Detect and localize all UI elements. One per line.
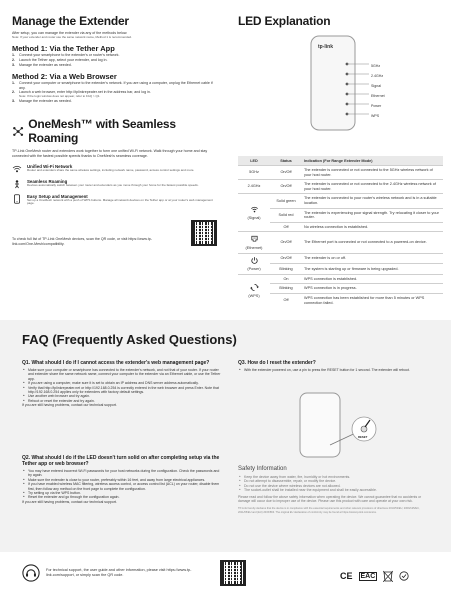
method1-step: 3. Manage the extender as needed.	[12, 62, 72, 67]
table-row: (Ethernet) On/Off The Ethernet port is connected or not connected to a powered-on device.	[238, 232, 443, 253]
ethernet-icon	[250, 234, 259, 243]
manage-extender-section	[12, 14, 217, 246]
support-qr-code[interactable]	[220, 560, 246, 586]
led-label: Ethernet	[371, 93, 385, 98]
list-item: ● Reboot or reset the extender and try again.	[22, 399, 222, 403]
table-row: Off No wireless connection is established.	[238, 222, 443, 232]
management-icon	[12, 194, 22, 204]
led-title: LED Explanation	[238, 14, 331, 28]
list-item: ● The socket-outlet shall be installed near the equipment and shall be easily accessible.	[238, 488, 433, 492]
method2-step: 3. Manage the extender as needed.	[12, 98, 72, 103]
list-item: ● Make sure the extender is close to your router, preferably within 16 feet, and away from large electrical appliances.	[22, 478, 222, 482]
table-row: (WPS) On WPS connection is established.	[238, 274, 443, 284]
certification-marks	[340, 570, 409, 582]
onemesh-intro: TP-Link OneMesh router and extenders work together to form one unified Wi-Fi network. Walk through your home and stay connected with the fastest possible speeds thanks to OneMesh's seamless coverage.	[12, 149, 208, 158]
led-explanation-section	[238, 14, 443, 307]
col-indication: Indication (For Range Extender Mode)	[302, 156, 443, 166]
list-item: ● Do not attempt to disassemble, repair, or modify the device.	[238, 479, 433, 483]
onemesh-check-row	[12, 220, 217, 246]
q1-title: Q1. What should I do if I cannot access the extender's web management page?	[22, 360, 210, 366]
reset-label: RESET	[358, 435, 368, 439]
onemesh-qr-code[interactable]	[191, 220, 217, 246]
table-row: Blinking WPS connection is in progress.	[238, 284, 443, 294]
eac-mark: EAC	[360, 572, 376, 580]
method1-steps	[12, 53, 217, 67]
list-item: ● Use another web browser and try again.	[22, 394, 222, 398]
wifi-network-icon	[12, 164, 22, 174]
led-name: 5GHz	[238, 166, 270, 180]
faq-q2	[22, 455, 222, 504]
table-row: (Power) On/Off The extender is on or off.	[238, 253, 443, 264]
table-row: Off WPS connection has been established for more than 5 minutes or WPS connection failed.	[238, 293, 443, 307]
table-row: 5GHz On/Off The extender is connected or not connected to the 5GHz wireless network of your host router.	[238, 166, 443, 180]
faq-title: FAQ (Frequently Asked Questions)	[22, 332, 237, 347]
device-brand-logo: tp-link	[318, 44, 333, 50]
list-item: ● Keep the device away from water, fire, humidity or hot environments.	[238, 475, 433, 479]
manage-intro-note: Note: If your extender and router use the same network name, Method 1 is recommended.	[12, 34, 132, 39]
list-item: ● You may have entered incorrect Wi-Fi passwords for your host networks during the configuration. Check the passwords and try again.	[22, 469, 222, 478]
list-item: ● Verify that http://tplinkrepeater.net or http://192.168.0.254 is correctly entered in the web browser and press Enter. Note that http://192.168.0.254 applies only for extenders with factory default settings.	[22, 386, 222, 395]
led-table	[238, 156, 443, 307]
led-label: Power	[371, 103, 382, 108]
method2-note: Note: If the login window does not appear, refer to FAQ > Q1.	[19, 93, 101, 98]
led-table-header	[238, 156, 443, 166]
ukca-check-icon	[399, 571, 409, 581]
safety-title: Safety Information	[238, 466, 287, 472]
list-item: ● Do not use the device where wireless devices are not allowed.	[238, 484, 433, 488]
led-label: 5GHz	[371, 63, 381, 68]
manage-title: Manage the Extender	[12, 14, 129, 28]
list-item: ● If you have enabled wireless MAC filtering, wireless access control, or access control list (ACL) on your router, disable them first, then follow any method on the front page to complete the configuration.	[22, 482, 222, 491]
faq-q3	[238, 360, 433, 372]
led-label: WPS	[371, 113, 380, 118]
q1-tail: If you are still having problems, contact our technical support.	[22, 403, 117, 408]
roaming-icon	[12, 179, 22, 189]
led-ethernet-cell: (Ethernet)	[238, 232, 270, 253]
led-name: 2.4GHz	[238, 180, 270, 194]
method1-step: 2. Launch the Tether app, select your extender, and log in.	[12, 57, 108, 62]
recycle-icon	[383, 570, 393, 582]
led-label: 2.4GHz	[371, 73, 384, 78]
method2-steps	[12, 81, 217, 103]
reset-device-illustration	[290, 390, 380, 460]
table-row: Solid red The extender is experiencing poor signal strength. Try relocating it closer to your router.	[238, 208, 443, 222]
list-item: ● Try setting up via the WPS button.	[22, 491, 222, 495]
list-item: ● With the extender powered on, use a pin to press the RESET button for 1 second. The extender will reboot.	[238, 368, 433, 372]
method2-title: Method 2: Via a Web Browser	[12, 72, 117, 82]
method1-title: Method 1: Via the Tether App	[12, 44, 115, 54]
support-headset-icon	[22, 564, 40, 582]
table-row: (Signal) Solid green The extender is connected to your router's wireless network and is in a suitable location.	[238, 194, 443, 208]
led-label-list	[371, 61, 385, 121]
led-label: Signal	[371, 83, 381, 88]
method2-step: 2. Launch a web browser, enter http://tplinkrepeater.net in the address bar, and log in.	[12, 90, 151, 95]
method2-step: 1. Connect your computer or smartphone to the extender's network. If you are using a computer, unplug the Ethernet cable if any.	[12, 81, 213, 90]
ce-mark: CE	[340, 571, 353, 581]
q2-tail: If you are still having problems, contact our technical support.	[22, 499, 117, 504]
manage-intro: After setup, you can manage the extender via any of the methods below.	[12, 31, 128, 35]
table-row: Blinking The system is starting up or firmware is being upgraded.	[238, 264, 443, 275]
led-signal-cell: (Signal)	[238, 194, 270, 232]
col-led: LED	[238, 156, 270, 166]
feature-unified-network: Unified Wi-Fi Network Router and extenders share the same wireless settings, including network name, password, access control settings and more.	[12, 164, 217, 174]
led-power-cell: (Power)	[238, 253, 270, 274]
wps-icon	[250, 283, 259, 292]
onemesh-check-text[interactable]: To check full list of TP-Link OneMesh devices, scan the QR code, or visit https://www.tp-link.com/One-Mesh/compatibility.	[12, 236, 152, 246]
power-icon	[250, 256, 259, 265]
support-text[interactable]: For technical support, the user guide and other information, please visit https://www.tp-link.com/support, or simply scan the QR code.	[46, 568, 192, 577]
q2-title: Q2. What should I do if the LED doesn't turn solid on after completing setup via the Tether app or web browser?	[22, 455, 220, 467]
extender-diagram	[238, 34, 443, 134]
onemesh-header	[12, 117, 217, 145]
onemesh-title: OneMesh™ with Seamless Roaming	[28, 117, 176, 146]
led-wps-cell: (WPS)	[238, 274, 270, 307]
list-item: ● Reset the extender and go through the configuration again.	[22, 495, 222, 499]
reset-illustration	[290, 390, 380, 460]
table-row: 2.4GHz On/Off The extender is connected or not connected to the 2.4GHz wireless network of your host router.	[238, 180, 443, 194]
feature-seamless-roaming: Seamless Roaming Devices automatically switch between your router and extenders as you move through your home for the fastest possible speeds.	[12, 179, 217, 189]
q3-title: Q3. How do I reset the extender?	[238, 360, 316, 366]
safety-section	[238, 466, 433, 514]
list-item: ● If you are using a computer, make sure it is set to obtain an IP address and DNS server address automatically.	[22, 381, 222, 385]
feature-easy-setup: Easy Setup and Management Set up a OneMesh network with a push of WPS buttons. Manage all network devices on the Tether app or at your router's web management page.	[12, 194, 217, 207]
method1-step: 1. Connect your smartphone to the extender's or router's network.	[12, 53, 120, 58]
faq-q1	[22, 360, 222, 408]
col-status: Status	[270, 156, 302, 166]
safety-paragraph: Please read and follow the above safety information when operating the device. We cannot guarantee that no accidents or damage will occur due to improper use of the device. Please use this product with care and operate at your own risk.	[238, 494, 422, 504]
footer	[0, 552, 451, 599]
list-item: ● Make sure your computer or smartphone has connected to the extender's network, and not that of your router. If your router and extender share the same network name, connect your computer to the extender via an Ethernet cable, or use the Tether app.	[22, 368, 222, 381]
declaration-text: TP-Link hereby declares that the device is in compliance with the essential requirements and other relevant provisions of directives 2014/53/EU, 2009/125/EC, 2011/65/EU and (EU) 2015/863. The original EU declaration of conformity may be found at https://www.tp-link.com/en/ce.	[238, 506, 420, 514]
signal-icon	[250, 205, 259, 214]
onemesh-icon	[12, 125, 24, 138]
